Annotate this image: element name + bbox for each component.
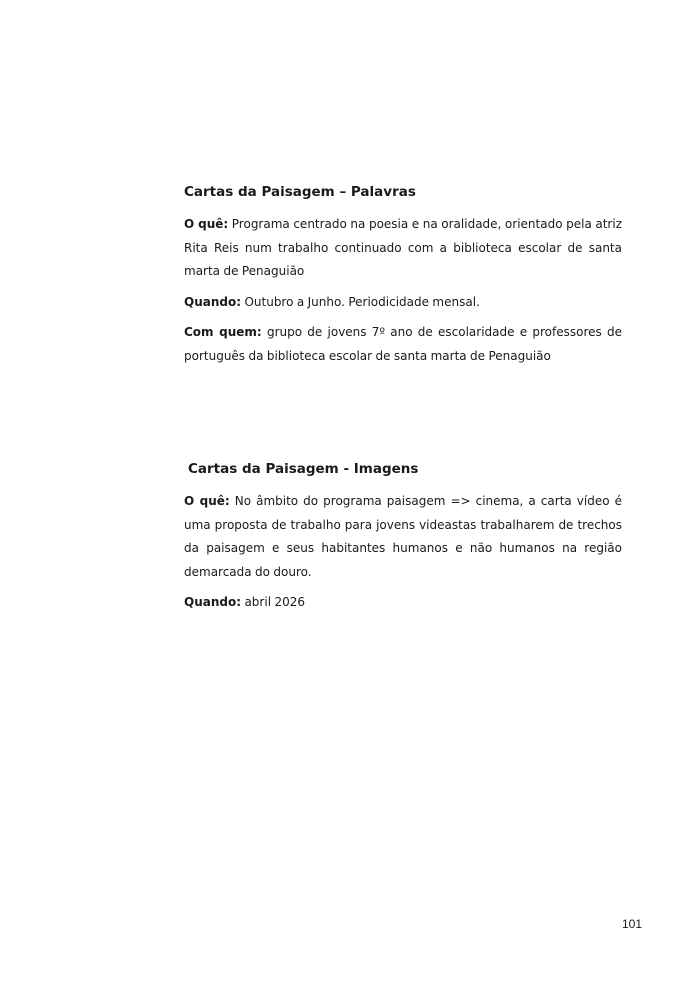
field-text: Programa centrado na poesia e na oralidade, orientado pela atriz Rita Reis num trabalho continuado com a biblioteca escolar de santa marta de Penaguião [184,217,622,278]
section-heading: Cartas da Paisagem – Palavras [184,184,416,200]
field-text: grupo de jovens 7º ano de escolaridade e professores de português da biblioteca escolar de santa marta de Penaguião [184,325,622,363]
field-text: abril 2026 [244,595,305,609]
paragraph-com-quem [184,321,622,368]
field-label: Quando: [184,595,242,609]
field-text: No âmbito do programa paisagem => cinema, a carta vídeo é uma proposta de trabalho para jovens videastas trabalharem de trechos da paisagem e seus habitantes humanos e não humanos na região demarcada do douro. [184,494,622,579]
field-label: O quê: [184,217,229,231]
paragraph-o-que [184,213,622,284]
field-label: Quando: [184,294,242,309]
paragraph-quando [184,291,622,315]
section-heading: Cartas da Paisagem - Imagens [188,461,419,477]
field-label: O quê: [184,494,230,508]
field-label: Com quem: [184,325,262,339]
paragraph-o-que [184,490,622,584]
section-cartas-palavras [184,182,622,375]
section-cartas-imagens [184,459,622,622]
page-number: 101 [621,917,642,931]
field-text: Outubro a Junho. Periodicidade mensal. [244,294,480,309]
paragraph-quando [184,591,622,615]
